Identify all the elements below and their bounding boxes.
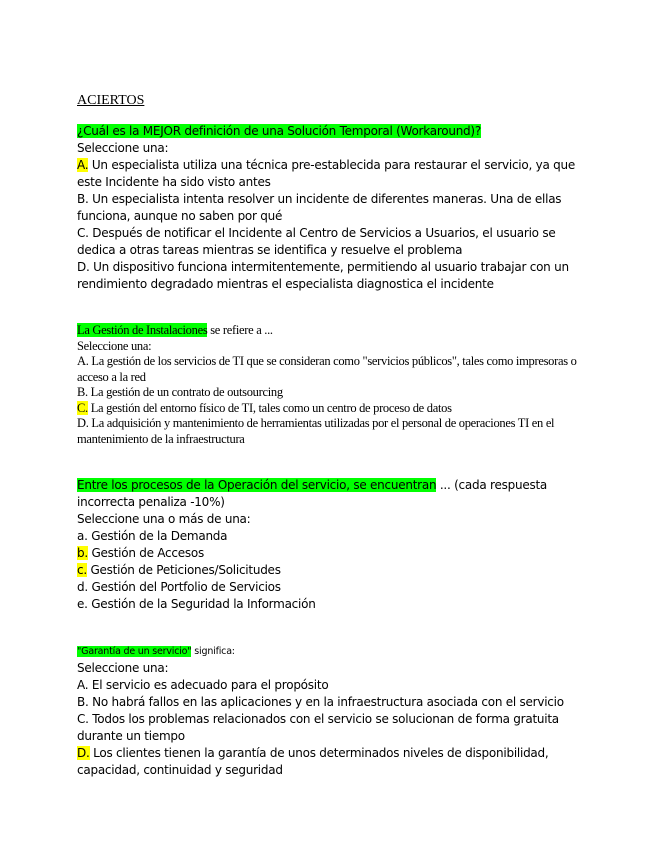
- question-3-option-a: a. Gestión de la Demanda: [77, 529, 228, 543]
- question-4: [77, 643, 577, 779]
- question-3: [77, 477, 577, 613]
- question-4-option-a: A. El servicio es adecuado para el propósito: [77, 678, 329, 692]
- question-4-highlight: "Garantía de un servicio": [77, 646, 192, 657]
- question-4-option-d: [77, 745, 577, 779]
- question-3-option-e: e. Gestión de la Seguridad la Información: [77, 597, 316, 611]
- question-2-highlight: La Gestión de Instalaciones: [77, 323, 208, 337]
- option-c-text: La gestión del entorno físico de TI, tales como un centro de proceso de datos: [87, 400, 452, 415]
- option-c-letter: c.: [77, 563, 87, 577]
- option-b-letter: b.: [77, 546, 88, 560]
- document-page: [77, 92, 577, 779]
- question-2-option-d: D. La adquisición y mantenimiento de herramientas utilizadas por el personal de operaciones TI en el mantenimiento de la infraestructura: [77, 416, 555, 446]
- question-3-option-d: d. Gestión del Portfolio de Servicios: [77, 580, 281, 594]
- question-3-instruction: Seleccione una o más de una:: [77, 512, 251, 526]
- question-2: [77, 323, 577, 447]
- option-a-text: Un especialista utiliza una técnica pre-establecida para restaurar el servicio, ya que este Incidente ha sido visto antes: [77, 158, 575, 189]
- question-1-text: ¿Cuál es la MEJOR definición de una Solución Temporal (Workaround)?: [77, 124, 481, 138]
- question-1-option-a: [77, 157, 577, 191]
- question-1-instruction: Seleccione una:: [77, 141, 169, 155]
- question-2-option-a: A. La gestión de los servicios de TI que se consideran como "servicios públicos", tales como impresoras o acceso a la red: [77, 354, 577, 384]
- question-3-text: [77, 477, 577, 511]
- question-4-text: [77, 643, 577, 660]
- question-2-text: [77, 323, 577, 339]
- option-d-text: Los clientes tienen la garantía de unos determinados niveles de disponibilidad, capacidad, continuidad y seguridad: [77, 746, 549, 777]
- question-2-option-c: [77, 401, 577, 417]
- question-4-option-c: C. Todos los problemas relacionados con el servicio se solucionan de forma gratuita durante un tiempo: [77, 712, 559, 743]
- page-title: ACIERTOS: [77, 93, 145, 108]
- question-1-option-b: B. Un especialista intenta resolver un incidente de diferentes maneras. Una de ellas funciona, aunque no saben por qué: [77, 192, 562, 223]
- option-b-text: Gestión de Accesos: [87, 546, 204, 560]
- question-4-instruction: Seleccione una:: [77, 661, 169, 675]
- question-2-option-b: B. La gestión de un contrato de outsourcing: [77, 385, 283, 399]
- question-4-rest: significa:: [191, 646, 235, 657]
- question-3-highlight: Entre los procesos de la Operación del servicio, se encuentran: [77, 478, 437, 492]
- option-c-text: Gestión de Peticiones/Solicitudes: [86, 563, 281, 577]
- option-a-letter: A.: [77, 158, 89, 172]
- option-c-letter: C.: [77, 400, 88, 415]
- question-2-instruction: Seleccione una:: [77, 338, 152, 353]
- question-2-rest: se refiere a ...: [207, 323, 273, 337]
- question-3-rest: ... (cada respuesta incorrecta penaliza -10%): [77, 478, 548, 509]
- option-d-letter: D.: [77, 746, 90, 760]
- question-3-option-c: [77, 562, 577, 579]
- question-4-option-b: B. No habrá fallos en las aplicaciones y en la infraestructura asociada con el servicio: [77, 695, 564, 709]
- question-3-option-b: [77, 545, 577, 562]
- question-1: [77, 123, 577, 293]
- question-1-option-c: C. Después de notificar el Incidente al Centro de Servicios a Usuarios, el usuario se dedica a otras tareas mientras se identifica y resuelve el problema: [77, 226, 556, 257]
- question-1-option-d: D. Un dispositivo funciona intermitentemente, permitiendo al usuario trabajar con un rendimiento degradado mientras el especialista diagnostica el incidente: [77, 260, 569, 291]
